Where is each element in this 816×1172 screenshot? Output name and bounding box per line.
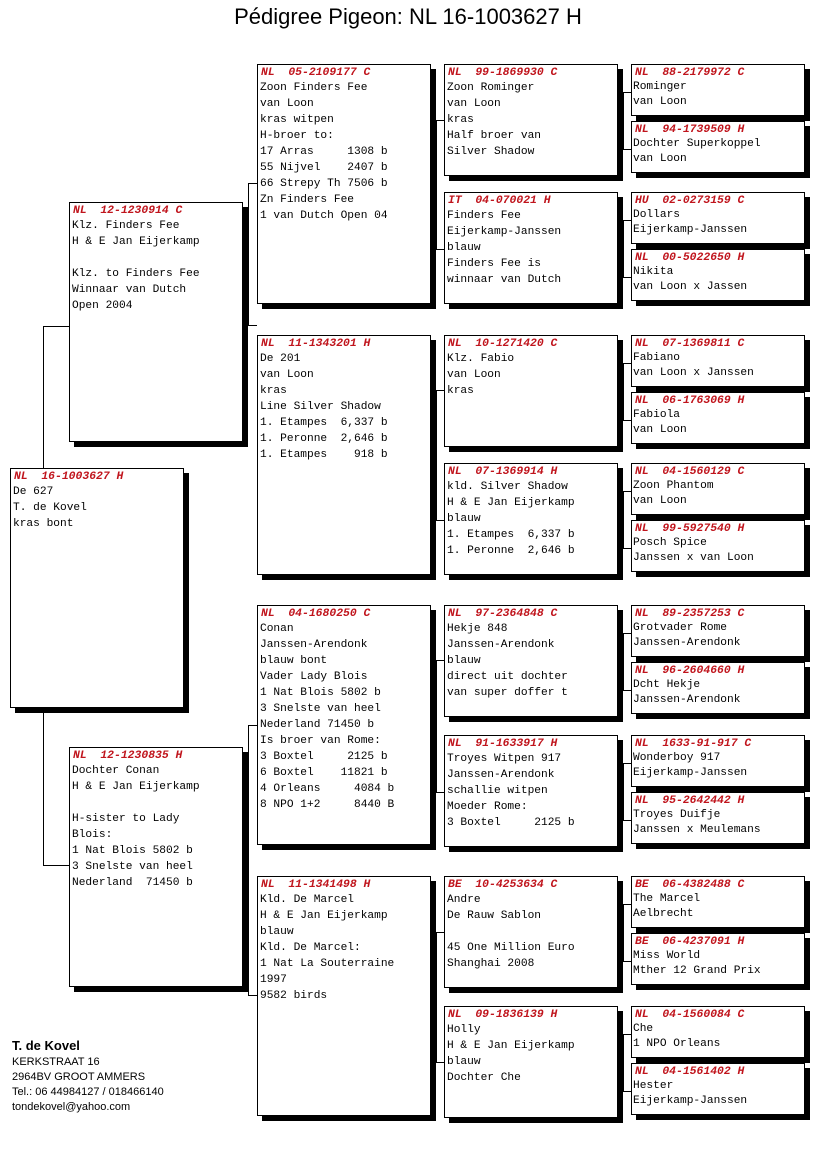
connector-line: [43, 713, 44, 865]
ring-number: NL 99-1869930 C: [448, 67, 558, 79]
pigeon-info-line: 8 NPO 1+2 8440 B: [260, 799, 395, 811]
ring-number: NL 97-2364848 C: [448, 608, 558, 620]
gen3-card: [444, 192, 618, 304]
pigeon-info-line: Shanghai 2008: [447, 958, 535, 970]
gen3-card: [444, 605, 618, 717]
breeder-contact: [12, 1037, 164, 1115]
pigeon-info-line: Dcht Hekje: [633, 679, 701, 691]
subject-card: [10, 468, 184, 708]
pigeon-info-line: H-broer to:: [260, 130, 334, 142]
pigeon-info-line: 6 Boxtel 11821 b: [260, 767, 388, 779]
connector-line: [436, 660, 437, 792]
pigeon-info-line: 1 van Dutch Open 04: [260, 210, 388, 222]
gen4-card: [631, 735, 805, 787]
gen2-card: [257, 876, 431, 1116]
pigeon-info-line: Eijerkamp-Janssen: [447, 226, 562, 238]
pigeon-info-line: Posch Spice: [633, 537, 707, 549]
pigeon-info-line: blauw: [447, 655, 481, 667]
pigeon-info-line: 66 Strepy Th 7506 b: [260, 178, 388, 190]
connector-line: [623, 904, 624, 961]
pigeon-info-line: Silver Shadow: [447, 146, 535, 158]
pigeon-info-line: Troyes Duifje: [633, 809, 721, 821]
pigeon-info-line: Vader Lady Blois: [260, 671, 368, 683]
pigeon-info-line: [70, 250, 242, 266]
pigeon-info-line: Zn Finders Fee: [260, 194, 354, 206]
pigeon-info-line: Eijerkamp-Janssen: [633, 224, 748, 236]
pigeon-info-line: 1. Etampes 6,337 b: [447, 529, 575, 541]
pigeon-info-line: Zoon Finders Fee: [260, 82, 368, 94]
gen4-card: [631, 520, 805, 572]
breeder-address: KERKSTRAAT 16: [12, 1056, 100, 1068]
connector-line: [623, 1034, 631, 1035]
pigeon-info-line: Janssen-Arendonk: [447, 769, 555, 781]
pigeon-info-line: kras: [260, 385, 287, 397]
pigeon-info-line: Dollars: [633, 209, 680, 221]
pigeon-info-line: direct uit dochter: [447, 671, 568, 683]
pigeon-info-line: 45 One Million Euro: [447, 942, 575, 954]
pigeon-info-line: Che: [633, 1023, 654, 1035]
ring-number: NL 91-1633917 H: [448, 738, 558, 750]
pigeon-info-line: Janssen x Meulemans: [633, 824, 761, 836]
gen3-card: [444, 735, 618, 847]
pigeon-info-line: T. de Kovel: [13, 502, 87, 514]
pigeon-info-line: 9582 birds: [260, 990, 328, 1002]
breeder-phone: Tel.: 06 44984127 / 018466140: [12, 1086, 164, 1098]
ring-number: NL 88-2179972 C: [635, 67, 745, 79]
pigeon-info-line: Winnaar van Dutch: [72, 284, 187, 296]
pigeon-info-line: blauw: [447, 242, 481, 254]
pigeon-info-line: schallie witpen: [447, 785, 548, 797]
pigeon-info-line: Janssen-Arendonk: [633, 694, 741, 706]
connector-line: [436, 390, 444, 391]
pigeon-info-line: 3 Boxtel 2125 b: [260, 751, 388, 763]
ring-number: BE 10-4253634 C: [448, 879, 558, 891]
connector-line: [248, 183, 257, 184]
connector-line: [623, 633, 631, 634]
connector-line: [436, 660, 444, 661]
ring-number: NL 11-1343201 H: [261, 338, 371, 350]
pigeon-info-line: Open 2004: [72, 300, 133, 312]
pigeon-info-line: Janssen-Arendonk: [633, 637, 741, 649]
pigeon-info-line: De 627: [13, 486, 54, 498]
gen4-card: [631, 792, 805, 844]
pigeon-info-line: 3 Snelste van heel: [260, 703, 381, 715]
ring-number: NL 07-1369811 C: [635, 338, 745, 350]
pigeon-info-line: van Loon: [447, 369, 501, 381]
pigeon-info-line: van Loon: [260, 98, 314, 110]
connector-line: [623, 92, 624, 149]
ring-number: BE 06-4382488 C: [635, 879, 745, 891]
ring-number: NL 04-1680250 C: [261, 608, 371, 620]
pigeon-info-line: van Loon x Janssen: [633, 367, 754, 379]
breeder-email: tondekovel@yahoo.com: [12, 1101, 131, 1113]
connector-line: [623, 904, 631, 905]
pigeon-info-line: Zoon Phantom: [633, 480, 714, 492]
connector-line: [43, 865, 69, 866]
pigeon-info-line: 55 Nijvel 2407 b: [260, 162, 388, 174]
connector-line: [623, 491, 631, 492]
connector-line: [436, 120, 444, 121]
pigeon-info-line: Moeder Rome:: [447, 801, 528, 813]
ring-number: NL 00-5022650 H: [635, 252, 745, 264]
pigeon-info-line: van Loon: [633, 153, 687, 165]
pigeon-info-line: Hester: [633, 1080, 674, 1092]
ring-number: NL 12-1230914 C: [73, 205, 183, 217]
gen4-card: [631, 1063, 805, 1115]
pigeon-info-line: Kld. De Marcel:: [260, 942, 361, 954]
pigeon-info-line: 1. Peronne 2,646 b: [260, 433, 388, 445]
pigeon-info-line: Eijerkamp-Janssen: [633, 1095, 748, 1107]
dam-card: [69, 747, 243, 987]
connector-line: [623, 363, 631, 364]
pigeon-info-line: 1997: [260, 974, 287, 986]
ring-number: HU 02-0273159 C: [635, 195, 745, 207]
connector-line: [623, 961, 631, 962]
pigeon-info-line: Rominger: [633, 81, 687, 93]
gen4-card: [631, 64, 805, 116]
breeder-city: 2964BV GROOT AMMERS: [12, 1071, 146, 1083]
pigeon-info-line: Finders Fee is: [447, 258, 541, 270]
ring-number: NL 07-1369914 H: [448, 466, 558, 478]
gen4-card: [631, 249, 805, 301]
ring-number: NL 99-5927540 H: [635, 523, 745, 535]
pigeon-info-line: Zoon Rominger: [447, 82, 535, 94]
pigeon-info-line: van Loon x Jassen: [633, 281, 748, 293]
pigeon-info-line: [445, 924, 617, 940]
pigeon-info-line: van Loon: [447, 98, 501, 110]
ring-number: NL 11-1341498 H: [261, 879, 371, 891]
connector-line: [623, 690, 631, 691]
gen4-card: [631, 662, 805, 714]
pigeon-info-line: winnaar van Dutch: [447, 274, 562, 286]
ring-number: NL 04-1560084 C: [635, 1009, 745, 1021]
pigeon-info-line: Andre: [447, 894, 481, 906]
pigeon-info-line: Wonderboy 917: [633, 752, 721, 764]
connector-line: [623, 220, 624, 277]
pigeon-info-line: kras: [447, 114, 474, 126]
pigeon-info-line: Finders Fee: [447, 210, 521, 222]
pigeon-info-line: van Loon: [633, 495, 687, 507]
connector-line: [43, 326, 44, 468]
pigeon-info-line: Nederland 71450 b: [260, 719, 375, 731]
pigeon-info-line: kras: [447, 385, 474, 397]
ring-number: NL 05-2109177 C: [261, 67, 371, 79]
pigeon-info-line: blauw: [260, 926, 294, 938]
pigeon-info-line: Hekje 848: [447, 623, 508, 635]
pigeon-info-line: blauw bont: [260, 655, 328, 667]
pigeon-info-line: kld. Silver Shadow: [447, 481, 568, 493]
gen2-card: [257, 605, 431, 845]
ring-number: NL 10-1271420 C: [448, 338, 558, 350]
connector-line: [436, 249, 444, 250]
connector-line: [623, 820, 631, 821]
pigeon-info-line: Janssen x van Loon: [633, 552, 754, 564]
pigeon-info-line: 17 Arras 1308 b: [260, 146, 388, 158]
connector-line: [248, 725, 249, 995]
connector-line: [623, 1034, 624, 1091]
pigeon-info-line: Eijerkamp-Janssen: [633, 767, 748, 779]
pigeon-info-line: Mther 12 Grand Prix: [633, 965, 761, 977]
pigeon-info-line: Grotvader Rome: [633, 622, 727, 634]
gen4-card: [631, 933, 805, 985]
connector-line: [436, 120, 437, 249]
connector-line: [623, 1091, 631, 1092]
gen3-card: [444, 1006, 618, 1118]
gen4-card: [631, 392, 805, 444]
pigeon-info-line: Fabiola: [633, 409, 680, 421]
pigeon-info-line: Klz. Fabio: [447, 353, 515, 365]
gen4-card: [631, 876, 805, 928]
pigeon-info-line: Klz. to Finders Fee: [72, 268, 200, 280]
gen4-card: [631, 605, 805, 657]
connector-line: [436, 1062, 444, 1063]
pigeon-info-line: van Loon: [260, 369, 314, 381]
pigeon-info-line: H & E Jan Eijerkamp: [72, 781, 200, 793]
pigeon-info-line: H & E Jan Eijerkamp: [447, 1040, 575, 1052]
pigeon-info-line: van Loon: [633, 424, 687, 436]
connector-line: [436, 932, 437, 1062]
connector-line: [623, 548, 631, 549]
connector-line: [248, 325, 257, 326]
ring-number: NL 04-1560129 C: [635, 466, 745, 478]
pigeon-info-line: De Rauw Sablon: [447, 910, 541, 922]
connector-line: [623, 633, 624, 690]
pigeon-info-line: Klz. Finders Fee: [72, 220, 180, 232]
pigeon-info-line: van super doffer t: [447, 687, 568, 699]
pigeon-info-line: Aelbrecht: [633, 908, 694, 920]
connector-line: [623, 763, 624, 820]
pigeon-info-line: 4 Orleans 4084 b: [260, 783, 395, 795]
pigeon-info-line: 1. Peronne 2,646 b: [447, 545, 575, 557]
pigeon-info-line: Blois:: [72, 829, 113, 841]
pigeon-info-line: Fabiano: [633, 352, 680, 364]
connector-line: [623, 92, 631, 93]
gen4-card: [631, 335, 805, 387]
connector-line: [436, 932, 444, 933]
pigeon-info-line: 3 Snelste van heel: [72, 861, 193, 873]
ring-number: NL 06-1763069 H: [635, 395, 745, 407]
pigeon-info-line: 1. Etampes 918 b: [260, 449, 388, 461]
ring-number: NL 16-1003627 H: [14, 471, 124, 483]
connector-line: [623, 149, 631, 150]
ring-number: IT 04-070021 H: [448, 195, 551, 207]
ring-number: BE 06-4237091 H: [635, 936, 745, 948]
gen4-card: [631, 463, 805, 515]
pigeon-info-line: Janssen-Arendonk: [447, 639, 555, 651]
pigeon-info-line: van Loon: [633, 96, 687, 108]
pigeon-info-line: The Marcel: [633, 893, 701, 905]
connector-line: [436, 520, 444, 521]
pigeon-info-line: Is broer van Rome:: [260, 735, 381, 747]
pigeon-info-line: 3 Boxtel 2125 b: [447, 817, 575, 829]
connector-line: [436, 792, 444, 793]
pigeon-info-line: Troyes Witpen 917: [447, 753, 562, 765]
pigeon-info-line: H & E Jan Eijerkamp: [72, 236, 200, 248]
sire-card: [69, 202, 243, 442]
pigeon-info-line: H & E Jan Eijerkamp: [447, 497, 575, 509]
connector-line: [436, 390, 437, 520]
ring-number: NL 89-2357253 C: [635, 608, 745, 620]
gen3-card: [444, 335, 618, 447]
connector-line: [43, 326, 69, 327]
pigeon-info-line: blauw: [447, 1056, 481, 1068]
pigeon-info-line: 1 Nat La Souterraine: [260, 958, 395, 970]
pigeon-info-line: [70, 795, 242, 811]
connector-line: [623, 220, 631, 221]
pigeon-info-line: 1 Nat Blois 5802 b: [260, 687, 381, 699]
pigeon-info-line: H-sister to Lady: [72, 813, 180, 825]
gen3-card: [444, 64, 618, 176]
pigeon-info-line: Janssen-Arendonk: [260, 639, 368, 651]
gen2-card: [257, 64, 431, 304]
pigeon-info-line: Nikita: [633, 266, 674, 278]
page-title: Pédigree Pigeon: NL 16-1003627 H: [234, 4, 582, 29]
pigeon-info-line: Nederland 71450 b: [72, 877, 193, 889]
pigeon-info-line: kras bont: [13, 518, 74, 530]
pigeon-info-line: Dochter Che: [447, 1072, 521, 1084]
pigeon-info-line: kras witpen: [260, 114, 334, 126]
ring-number: NL 1633-91-917 C: [635, 738, 752, 750]
pigeon-info-line: Holly: [447, 1024, 481, 1036]
connector-line: [248, 725, 257, 726]
ring-number: NL 96-2604660 H: [635, 665, 745, 677]
ring-number: NL 12-1230835 H: [73, 750, 183, 762]
connector-line: [623, 277, 631, 278]
pigeon-info-line: 1 Nat Blois 5802 b: [72, 845, 193, 857]
pigeon-info-line: Kld. De Marcel: [260, 894, 354, 906]
pigeon-info-line: 1 NPO Orleans: [633, 1038, 721, 1050]
pigeon-info-line: Miss World: [633, 950, 701, 962]
pigeon-info-line: De 201: [260, 353, 301, 365]
pigeon-info-line: 1. Etampes 6,337 b: [260, 417, 388, 429]
ring-number: NL 95-2642442 H: [635, 795, 745, 807]
ring-number: NL 09-1836139 H: [448, 1009, 558, 1021]
pigeon-info-line: Half broer van: [447, 130, 541, 142]
gen4-card: [631, 192, 805, 244]
breeder-name: T. de Kovel: [12, 1038, 80, 1053]
connector-line: [623, 420, 631, 421]
pigeon-info-line: Dochter Superkoppel: [633, 138, 761, 150]
pigeon-info-line: Line Silver Shadow: [260, 401, 381, 413]
pigeon-info-line: blauw: [447, 513, 481, 525]
pigeon-info-line: Dochter Conan: [72, 765, 160, 777]
connector-line: [248, 183, 249, 325]
connector-line: [623, 363, 624, 420]
gen3-card: [444, 463, 618, 575]
gen2-card: [257, 335, 431, 575]
pigeon-info-line: Conan: [260, 623, 294, 635]
ring-number: NL 04-1561402 H: [635, 1066, 745, 1078]
connector-line: [623, 763, 631, 764]
ring-number: NL 94-1739509 H: [635, 124, 745, 136]
gen3-card: [444, 876, 618, 988]
gen4-card: [631, 1006, 805, 1058]
connector-line: [248, 995, 257, 996]
pigeon-info-line: H & E Jan Eijerkamp: [260, 910, 388, 922]
connector-line: [623, 491, 624, 548]
gen4-card: [631, 121, 805, 173]
